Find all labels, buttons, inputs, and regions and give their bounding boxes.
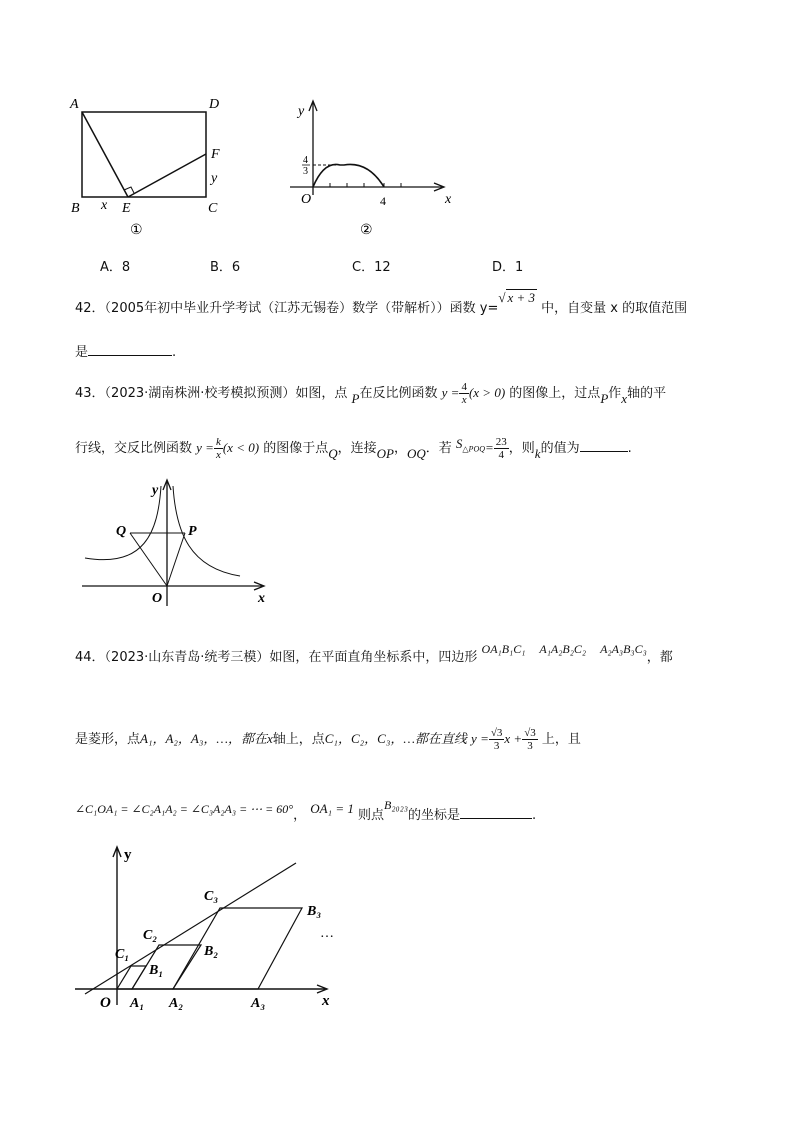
q42-line1: [75, 290, 688, 316]
segment-oq: [130, 533, 167, 586]
q44-answer-blank[interactable]: [460, 806, 532, 819]
q44-frac2: [522, 727, 538, 752]
q44-line2: [75, 722, 581, 756]
q43-comma: ，: [393, 441, 407, 456]
hyperbola-left: [85, 486, 161, 560]
q44-quad3: A₂A₃B₃C₃: [600, 642, 647, 656]
q44-frac1: [489, 727, 505, 752]
parabola-curve: [313, 164, 384, 187]
label-b2: B₂: [204, 944, 219, 959]
q44-line2-b: 轴上，点: [272, 732, 325, 747]
q44-oa1: OA₁ = 1: [310, 801, 354, 816]
label-o: O: [152, 591, 163, 606]
option-c[interactable]: [352, 256, 391, 275]
option-a-value: 8: [121, 260, 131, 275]
q44-x: x: [266, 731, 273, 746]
label-q: Q: [116, 524, 127, 539]
label-a: A: [70, 97, 79, 112]
q43-k: k: [534, 446, 541, 461]
q44-line3: [75, 800, 536, 830]
q43-line2-b: 的图像于点: [263, 441, 329, 456]
q43-f1-cond: (x > 0): [468, 385, 506, 400]
q43-figure: [80, 478, 280, 608]
q41-figure-1: [68, 90, 238, 240]
q44-angles: ∠C₁OA₁ = ∠C₂A₁A₂ = ∠C₃A₂A₃ = ⋯ = 60°: [75, 802, 294, 816]
label-x: x: [258, 591, 265, 606]
y-axis-label: y: [298, 104, 305, 119]
q44-source: （2023·山东青岛·统考三模）如图，在平面直角坐标系中，四边形: [104, 650, 478, 665]
label-p: P: [188, 524, 197, 539]
option-b-value: 6: [231, 260, 241, 275]
label-e: E: [122, 201, 131, 216]
q43-answer-blank[interactable]: [580, 439, 628, 452]
figure-caption-2: ②: [360, 223, 373, 238]
q43-op: OP: [376, 446, 394, 461]
q42-line2-text: 是: [75, 345, 89, 360]
q43-line2: [75, 433, 632, 463]
option-a-letter: A．: [100, 260, 122, 275]
q43-s-num: 23: [495, 436, 507, 448]
x-tick-4: 4: [380, 194, 386, 208]
q43-t2: 的图像上，过点: [509, 386, 601, 401]
figure-caption-1: ①: [130, 223, 143, 238]
label-y: y: [211, 171, 218, 186]
q42-text-after: 中，自变量 x 的取值范围: [537, 301, 688, 316]
q43-line2-f: 的值为: [540, 441, 580, 456]
frac-den: 3: [303, 166, 308, 177]
q44-t3: 则点: [357, 808, 384, 823]
q43-f2-frac: [214, 436, 223, 461]
q42-text-before: （2005年初中毕业升学考试（江苏无锡卷）数学（带解析））函数 y=: [104, 301, 499, 316]
q43-number: 43．: [75, 386, 105, 401]
q44-b2023: B₂₀₂₃: [384, 798, 409, 812]
label-x: x: [101, 198, 108, 213]
frac-num: 4: [303, 155, 308, 166]
q43-f1-lhs: y =: [441, 385, 460, 400]
q44-t4: 的坐标是: [408, 808, 461, 823]
q44-quad1: OA₁B₁C₁: [481, 642, 526, 656]
option-c-letter: C．: [352, 260, 375, 275]
label-a2: A₂: [169, 996, 184, 1011]
label-c: C: [208, 201, 218, 216]
q42-line2: [75, 341, 176, 360]
option-d-value: 1: [515, 260, 524, 275]
ellipsis: …: [320, 926, 334, 941]
hyperbola-right: [173, 486, 240, 576]
q44-frac1-den: 3: [493, 740, 500, 752]
q43-s-letter: S: [455, 436, 463, 451]
rhombus-1: [117, 966, 146, 989]
option-b[interactable]: [210, 256, 240, 275]
q42-end: .: [172, 345, 177, 360]
label-a1: A₁: [130, 996, 145, 1011]
q43-x: x: [621, 391, 628, 406]
label-b3: B₃: [307, 904, 322, 919]
rhombus-3: [173, 908, 302, 989]
origin-label: O: [301, 192, 312, 207]
q44-frac2-den: 3: [527, 740, 533, 752]
label-y: y: [124, 847, 132, 863]
label-b: B: [71, 201, 80, 216]
q43-f2-num: k: [215, 436, 221, 448]
q43-s-den: 4: [498, 449, 505, 461]
q43-s-frac: [494, 436, 509, 461]
label-a3: A₃: [251, 996, 266, 1011]
q43-f1-num: 4: [461, 381, 467, 393]
option-d-letter: D．: [492, 260, 516, 275]
q44-xplus: x +: [504, 731, 523, 746]
label-y: y: [152, 483, 159, 498]
q43-line2-d: ．若: [425, 441, 452, 456]
label-c3: C₃: [204, 889, 219, 904]
q43-f2-cond: (x < 0): [222, 440, 260, 455]
q43-f1-frac: [459, 381, 469, 406]
q44-line2-c: 上，且: [541, 732, 581, 747]
option-c-value: 12: [374, 260, 391, 275]
q44-quad2: A₁A₂B₂C₂: [539, 642, 587, 656]
rectangle-abcd: [82, 112, 206, 197]
label-c1: C₁: [115, 947, 130, 962]
q44-figure: [70, 845, 350, 1020]
q43-eq: =: [485, 440, 494, 455]
q44-line-lhs: y =: [471, 731, 489, 746]
q43-s: [455, 436, 485, 454]
label-f: F: [211, 147, 220, 162]
segment-ef: [128, 154, 206, 197]
q43-q: Q: [328, 446, 338, 461]
q43-oq: OQ: [406, 446, 426, 461]
q43-f1-den: x: [461, 394, 467, 406]
q43-t4: 轴的平: [627, 386, 667, 401]
q44-pts-a: A₁，A₂，A₃，…，都在: [140, 731, 267, 746]
label-c2: C₂: [143, 928, 158, 943]
q42-answer-blank[interactable]: [88, 343, 172, 356]
q44-end: .: [532, 808, 537, 823]
q43-line1: [75, 378, 666, 408]
q42-number: 42．: [75, 301, 105, 316]
q43-p2: P: [600, 391, 609, 406]
q43-line2-e: ，则: [508, 441, 535, 456]
label-d: D: [209, 97, 220, 112]
label-x: x: [322, 993, 330, 1009]
option-a[interactable]: [100, 256, 130, 275]
q44-line2-a: 是菱形，点: [75, 732, 141, 747]
segment-ae: [82, 112, 128, 197]
option-b-letter: B．: [210, 260, 232, 275]
q43-t3: 作: [608, 386, 622, 401]
q44-t1: ，都: [646, 650, 673, 665]
q43-t1: 在反比例函数: [359, 386, 438, 401]
q43-source: （2023·湖南株洲·校考模拟预测）如图，点: [104, 386, 348, 401]
q44-comma: ，: [293, 808, 307, 823]
q44-frac2-num: √3: [524, 727, 536, 739]
label-o: O: [100, 995, 111, 1011]
x-axis-label: x: [445, 192, 452, 207]
q43-p: P: [351, 391, 360, 406]
q43-line2-c: ，连接: [337, 441, 377, 456]
q44-pts-c: C₁，C₂，C₃，…都在直线: [324, 731, 467, 746]
q42-radicand: x + 3: [507, 290, 536, 305]
q43-f2-den: x: [215, 449, 221, 461]
q43-s-sub: △POQ: [462, 444, 485, 454]
q42-sqrt: √ x + 3: [498, 290, 536, 305]
option-d[interactable]: [492, 256, 523, 275]
q43-line2-a: 行线，交反比例函数: [75, 441, 193, 456]
q44-number: 44．: [75, 650, 105, 665]
q43-end: .: [627, 441, 632, 456]
q44-frac1-num: √3: [490, 727, 503, 739]
q41-figure-2: [280, 95, 460, 240]
q43-f2-lhs: y =: [196, 440, 214, 455]
segment-op: [167, 533, 185, 586]
rhombus-2: [132, 945, 201, 989]
label-b1: B₁: [149, 963, 164, 978]
q41-options: [100, 256, 700, 274]
q44-line1: [75, 642, 673, 672]
